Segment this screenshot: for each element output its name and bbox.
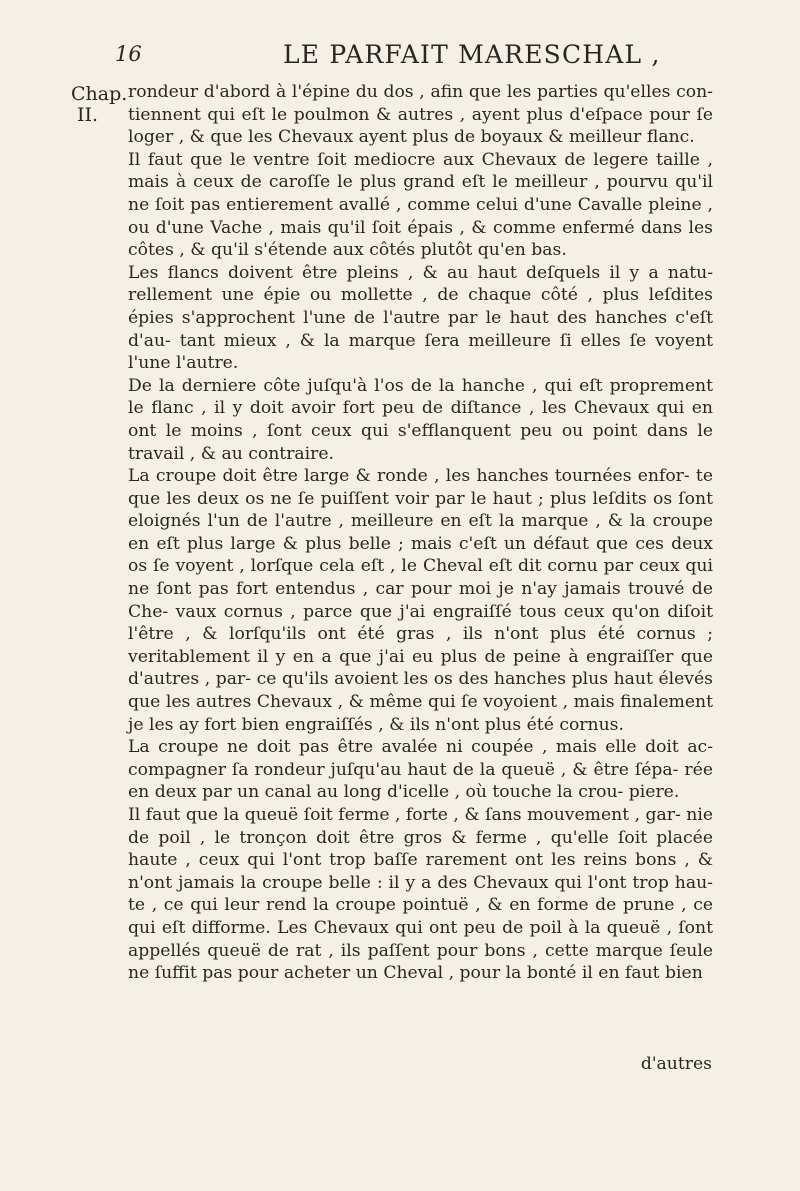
chapter-label: Chap. xyxy=(71,83,128,105)
body-text: rondeur d'abord à l'épine du dos , afin que les parties qu'elles con- tiennent qui eſt le poulmon & autres , ayent plus d'eſpace pour ſe loger , & que les Chevaux ayent plus de boyaux & meilleur flanc. Il faut que le ventre ſoit mediocre aux Chevaux de legere taille , mais à ceux de caroſſe le plus grand eſt le meilleur , pourvu qu'il ne ſoit pas entierement avallé , comme celui d'une Cavalle pleine , ou d'une Vache , mais qu'il ſoit épais , & comme enfermé dans les côtes , & qu'il s'étende aux côtés plutôt qu'en bas. Les flancs doivent être pleins , & au haut deſquels il y a natu- rellement une épie ou mollette , de chaque côté , plus leſdites épies s'approchent l'une de l'autre par le haut des hanches c'eſt d'au- tant mieux , & la marque ſera meilleure ſi elles ſe voyent l'une l'autre. De la derniere côte juſqu'à l'os de la hanche , qui eſt proprement le flanc , il y doit avoir fort peu de diſtance , les Chevaux qui en ont le moins , ſont ceux qui s'efflanquent peu ou point dans le travail , & au contraire. La croupe doit être large & ronde , les hanches tournées enfor- te que les deux os ne ſe puiſſent voir par le haut ; plus leſdits os ſont eloignés l'un de l'autre , meilleure en eſt la marque , & la croupe en eſt plus large & plus belle ; mais c'eſt un défaut que ces deux os ſe voyent , lorſque cela eſt , le Cheval eſt dit cornu par ceux qui ne ſont pas fort entendus , car pour moi je n'ay jamais trouvé de Che- vaux cornus , parce que j'ai engraiſſé tous ceux qu'on diſoit l'être , & lorſqu'ils ont été gras , ils n'ont plus été cornus ; veritablement il y en a que j'ai eu plus de peine à engraiſſer que d'autres , par- ce qu'ils avoient les os des hanches plus haut élevés que les autres Chevaux , & même qui ſe voyoient , mais finalement je les ay fort bien engraiſſés , & ils n'ont plus été cornus. La croupe ne doit pas être avalée ni coupée , mais elle doit ac- compagner ſa rondeur juſqu'au haut de la queuë , & être ſépa- rée en deux par un canal au long d'icelle , où touche la crou- piere. Il faut que la queuë ſoit ferme , forte , & ſans mouvement , gar- nie de poil , le tronçon doit être gros & ferme , qu'elle ſoit placée haute , ceux qui l'ont trop baſſe rarement ont les reins bons , & n'ont jamais la croupe belle : il y a des Chevaux qui l'ont trop hau- te , ce qui leur rend la croupe pointuë , & en forme de prune , ce qui eſt difforme. Les Chevaux qui ont peu de poil à la queuë , ſont appellés queuë de rat , ils paſſent pour bons , cette marque ſeule ne ſuffit pas pour acheter un Cheval , pour la bonté il en faut bien xyxy=(128,82,713,984)
running-title: LE PARFAIT MARESCHAL , xyxy=(283,40,661,69)
page-header xyxy=(115,42,675,72)
chapter-number: II. xyxy=(77,104,99,126)
catchword: d'autres xyxy=(640,1054,712,1074)
chapter-margin-note xyxy=(71,83,128,126)
page-number: 16 xyxy=(115,42,142,66)
